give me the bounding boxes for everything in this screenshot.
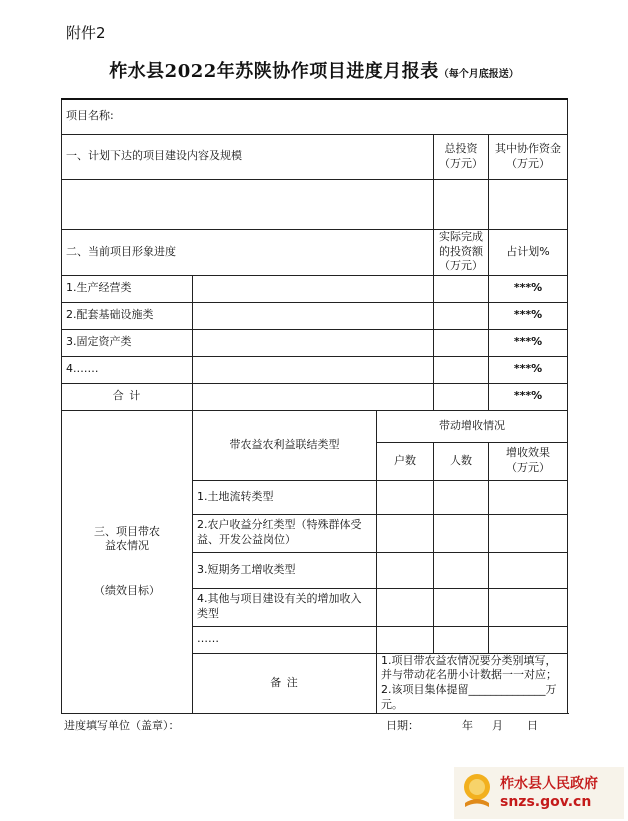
- attachment-label: 附件2: [66, 24, 106, 42]
- benefit-type-label: 1.土地流转类型: [193, 480, 377, 514]
- emblem-icon: [460, 771, 494, 811]
- progress-row-label: 4.……: [62, 356, 193, 383]
- sec1-label: 一、计划下达的项目建设内容及规模: [62, 134, 434, 179]
- income-input[interactable]: [489, 626, 568, 653]
- watermark-url: snzs.gov.cn: [500, 794, 592, 810]
- progress-row-input[interactable]: [193, 356, 434, 383]
- total-invest-value[interactable]: [434, 383, 489, 410]
- households-input[interactable]: [377, 514, 434, 552]
- benefit-type-label: ……: [193, 626, 377, 653]
- people-input[interactable]: [434, 552, 489, 588]
- remarks-text: 1.项目带农益农情况要分类别填写，并与带动花名册小计数据一一对应；2.该项目集体提留______________万元。: [377, 653, 568, 713]
- remarks-label: 备 注: [193, 653, 377, 713]
- government-watermark: [454, 767, 624, 819]
- sec2-label: 二、当前项目形象进度: [62, 229, 434, 275]
- coop-fund-header: 其中协作资金（万元）: [489, 134, 568, 179]
- households-input[interactable]: [377, 588, 434, 626]
- day-label: 日: [527, 719, 538, 732]
- progress-row-input[interactable]: [193, 329, 434, 356]
- month-label: 月: [492, 719, 503, 732]
- progress-row-invest[interactable]: [434, 275, 489, 302]
- households-input[interactable]: [377, 552, 434, 588]
- people-header: 人数: [434, 442, 489, 480]
- sec1-content-input[interactable]: [62, 179, 434, 229]
- progress-row-pct: ***%: [489, 275, 568, 302]
- benefit-type-label: 2.农户收益分红类型（特殊群体受益、开发公益岗位）: [193, 514, 377, 552]
- progress-row-label: 2.配套基础设施类: [62, 302, 193, 329]
- progress-row-input[interactable]: [193, 302, 434, 329]
- actual-invest-header: 实际完成的投资额 （万元）: [434, 229, 489, 275]
- watermark-name: 柞水县人民政府: [500, 776, 598, 792]
- progress-row-label: 1.生产经营类: [62, 275, 193, 302]
- progress-report-table: [61, 98, 568, 714]
- income-input[interactable]: [489, 514, 568, 552]
- benefit-type-label: 3.短期务工增收类型: [193, 552, 377, 588]
- progress-row-pct: ***%: [489, 329, 568, 356]
- people-input[interactable]: [434, 480, 489, 514]
- progress-row-input[interactable]: [193, 275, 434, 302]
- total-label: 合 计: [62, 383, 193, 410]
- households-input[interactable]: [377, 626, 434, 653]
- fill-unit-label: 进度填写单位（盖章）：: [64, 719, 180, 732]
- total-invest-header: 总投资 （万元）: [434, 134, 489, 179]
- coop-fund-input[interactable]: [489, 179, 568, 229]
- progress-row-pct: ***%: [489, 356, 568, 383]
- total-input[interactable]: [193, 383, 434, 410]
- total-invest-input[interactable]: [434, 179, 489, 229]
- link-type-header: 带农益农利益联结类型: [193, 410, 377, 480]
- income-input[interactable]: [489, 588, 568, 626]
- sec3-label: 三、项目带农 益农情况 （绩效目标）: [62, 410, 193, 713]
- households-input[interactable]: [377, 480, 434, 514]
- progress-row-invest[interactable]: [434, 302, 489, 329]
- progress-row-invest[interactable]: [434, 329, 489, 356]
- households-header: 户数: [377, 442, 434, 480]
- people-input[interactable]: [434, 626, 489, 653]
- plan-pct-header: 占计划%: [489, 229, 568, 275]
- income-input[interactable]: [489, 480, 568, 514]
- progress-row-label: 3.固定资产类: [62, 329, 193, 356]
- year-label: 年: [462, 719, 473, 732]
- income-group-header: 带动增收情况: [377, 410, 568, 442]
- people-input[interactable]: [434, 514, 489, 552]
- title-note: （每个月底报送）: [438, 69, 519, 80]
- benefit-type-label: 4.其他与项目建设有关的增加收入类型: [193, 588, 377, 626]
- project-name-cell[interactable]: 项目名称:: [62, 99, 568, 134]
- progress-row-pct: ***%: [489, 302, 568, 329]
- income-input[interactable]: [489, 552, 568, 588]
- people-input[interactable]: [434, 588, 489, 626]
- income-effect-header: 增收效果 （万元）: [489, 442, 568, 480]
- document-title: [0, 57, 628, 83]
- total-pct: ***%: [489, 383, 568, 410]
- date-label: 日期：: [386, 719, 419, 732]
- progress-row-invest[interactable]: [434, 356, 489, 383]
- title-text: 柞水县2022年苏陕协作项目进度月报表: [109, 61, 439, 82]
